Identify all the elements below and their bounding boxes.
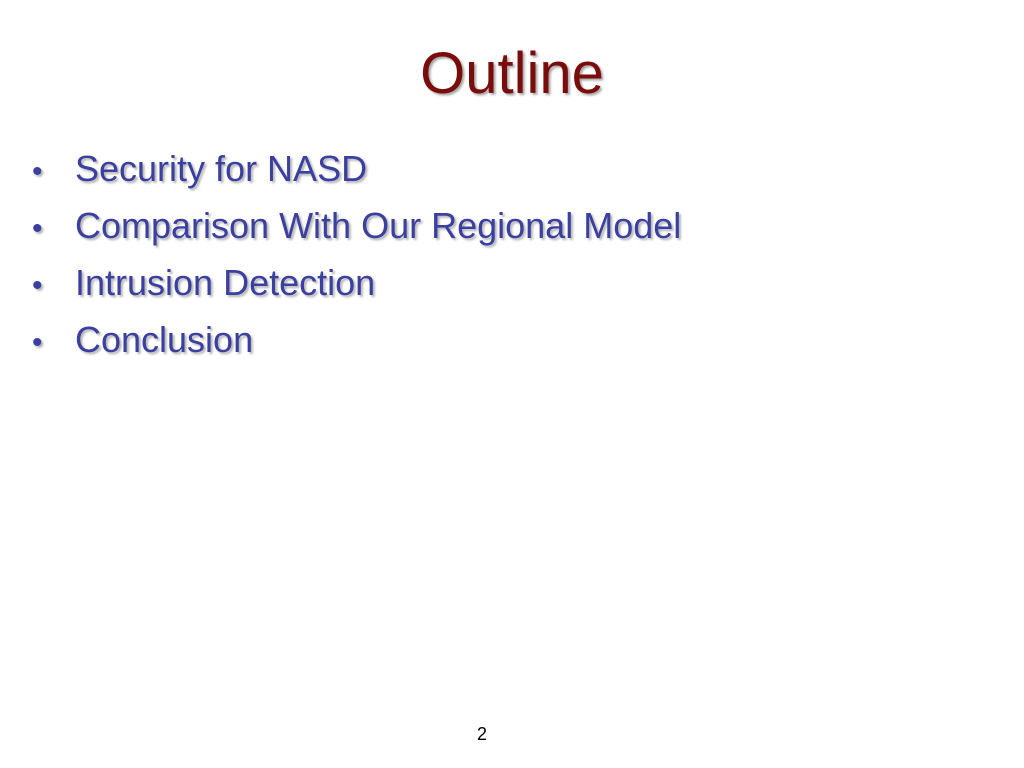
- bullet-text: Comparison With Our Regional Model: [75, 205, 682, 246]
- bullet-marker: •: [32, 212, 43, 245]
- bullet-item: [32, 140, 681, 197]
- bullet-marker: •: [32, 326, 43, 359]
- bullet-marker: •: [32, 155, 43, 188]
- bullet-text: Intrusion Detection: [75, 262, 376, 303]
- bullet-text: Security for NASD: [75, 148, 368, 189]
- bullet-marker: •: [32, 269, 43, 302]
- bullet-text: Conclusion: [75, 319, 254, 360]
- bullet-item: [32, 254, 681, 311]
- bullet-item: [32, 197, 681, 254]
- slide-title: Outline: [420, 41, 604, 106]
- page-number: 2: [476, 724, 487, 744]
- bullet-item: [32, 311, 681, 368]
- bullet-list: [32, 140, 681, 368]
